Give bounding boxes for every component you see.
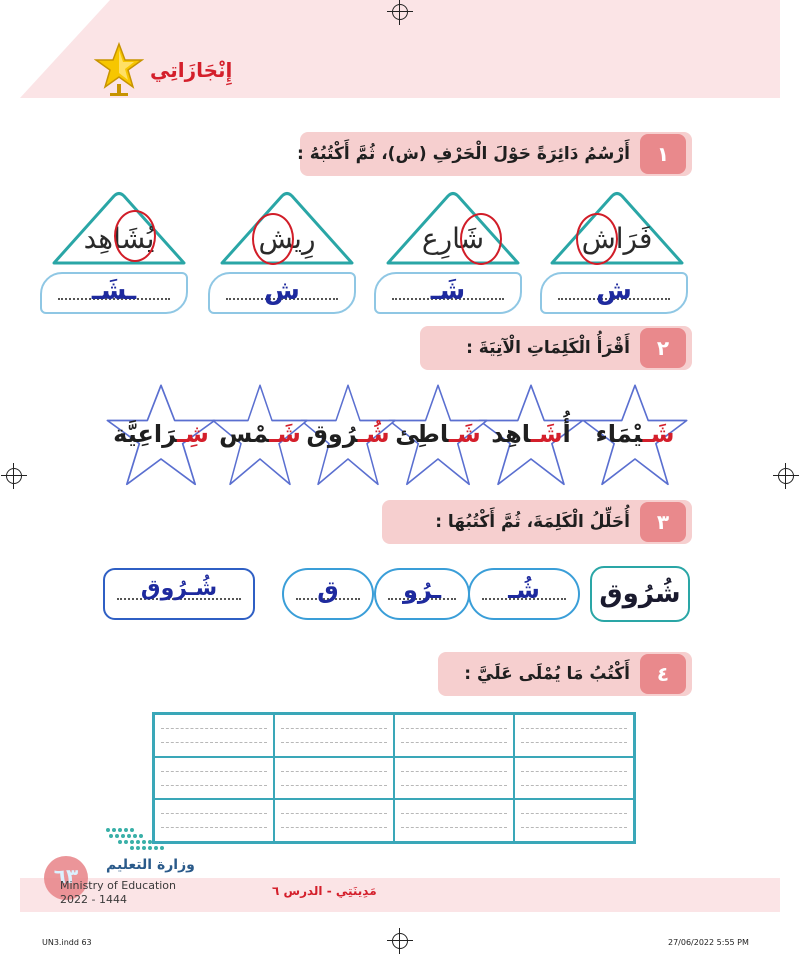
question-4-number: ٤ <box>640 654 686 694</box>
part-3: ق <box>317 576 339 604</box>
star-word-4-red: شُـ <box>357 420 390 448</box>
grid-cell[interactable] <box>274 799 394 842</box>
page-number: ٦٣ <box>44 856 88 900</box>
answer-box-1[interactable] <box>540 272 688 314</box>
star-word-1 <box>580 382 690 492</box>
q1-word-4: يُشَاهِد <box>83 222 155 255</box>
ministry-name-english: Ministry of Education <box>60 879 177 892</box>
answer-4: ـشَـ <box>91 276 137 306</box>
star-word-2-red: شَـ <box>530 420 563 448</box>
slug-file: UN3.indd 63 <box>42 938 92 947</box>
analyze-word-box: شُرُوق <box>590 566 690 622</box>
star-word-4 <box>298 382 398 492</box>
circle-mark-2 <box>460 213 502 265</box>
grid-cell[interactable] <box>154 799 274 842</box>
star-word-6 <box>104 382 218 492</box>
part-oval-1[interactable] <box>468 568 580 620</box>
star-word-5-rest: مْس <box>219 420 270 448</box>
q1-word-3: رِيش <box>258 222 316 255</box>
star-word-1-rest: يْمَاء <box>595 420 643 448</box>
registration-mark-right <box>778 468 794 484</box>
question-3-number: ٣ <box>640 502 686 542</box>
grid-cell[interactable] <box>514 714 634 757</box>
ministry-logo-icon <box>102 824 168 854</box>
grid-cell[interactable] <box>394 757 514 800</box>
star-word-3-rest: اطِئ <box>395 420 449 448</box>
part-oval-3[interactable] <box>282 568 374 620</box>
registration-mark-bottom <box>392 933 408 949</box>
footer-lesson-title: مَدِينَتِي - الدرس ٦ <box>272 884 377 898</box>
grid-cell[interactable] <box>154 714 274 757</box>
question-2-instruction: أَقْرَأُ الْكَلِمَاتِ الْآتِيَةَ : <box>466 338 630 358</box>
grid-cell[interactable] <box>514 799 634 842</box>
grid-cell[interactable] <box>394 714 514 757</box>
star-word-2 <box>476 382 586 492</box>
circle-mark-3 <box>252 213 294 265</box>
circle-mark-1 <box>576 213 618 265</box>
answer-box-2[interactable] <box>374 272 522 314</box>
answer-box-4[interactable] <box>40 272 188 314</box>
grid-cell[interactable] <box>274 714 394 757</box>
whole-word: شُـرُوق <box>140 576 218 601</box>
star-word-3-red: شَـ <box>448 420 481 448</box>
part-1: شُـ <box>508 576 540 604</box>
answer-2: شَـ <box>430 276 466 306</box>
question-4-instruction: أَكْتُبُ مَا يُمْلَى عَلَيَّ : <box>464 664 630 684</box>
star-word-2-pre: أُ <box>562 420 571 448</box>
question-1-number: ١ <box>640 134 686 174</box>
part-2: ـرُو <box>402 576 442 604</box>
star-word-3 <box>386 382 490 492</box>
answer-box-3[interactable] <box>208 272 356 314</box>
grid-cell[interactable] <box>274 757 394 800</box>
star-word-4-rest: رُوق <box>306 420 358 448</box>
star-word-5-red: شَـ <box>269 420 301 448</box>
registration-mark-top <box>392 4 408 20</box>
question-3-instruction: أُحَلِّلُ الْكَلِمَةَ، ثُمَّ أَكْتُبُهَا : <box>435 512 630 532</box>
ministry-name-arabic: وزارة التعليم <box>106 857 195 873</box>
star-icon <box>94 42 144 98</box>
q1-word-1: فَرَاش <box>581 222 653 255</box>
circle-mark-4 <box>114 210 156 262</box>
grid-cell[interactable] <box>394 799 514 842</box>
whole-word-box[interactable] <box>103 568 255 620</box>
star-word-1-red: شَـ <box>642 420 675 448</box>
dictation-grid <box>152 712 636 844</box>
registration-mark-left <box>6 468 22 484</box>
question-2-number: ٢ <box>640 328 686 368</box>
part-oval-2[interactable] <box>374 568 470 620</box>
star-word-5 <box>210 382 310 492</box>
answer-1: ش <box>596 276 632 306</box>
star-word-6-rest: رَاعِيَّة <box>113 420 178 448</box>
star-word-2-rest: اهِد <box>491 420 531 448</box>
question-1-instruction: أَرْسُمُ دَائِرَةً حَوْلَ الْحَرْفِ (ش)، ثُمَّ أَكْتُبُهُ : <box>297 144 630 164</box>
answer-3: ش <box>264 276 300 306</box>
ministry-year: 2022 - 1444 <box>60 893 127 906</box>
star-word-6-red: شِـ <box>177 420 209 448</box>
q1-word-2: شَارِع <box>421 222 485 255</box>
grid-cell[interactable] <box>514 757 634 800</box>
page-title: إِنْجَازَاتِي <box>150 58 233 82</box>
grid-cell[interactable] <box>154 757 274 800</box>
slug-date: 27/06/2022 5:55 PM <box>668 938 749 947</box>
